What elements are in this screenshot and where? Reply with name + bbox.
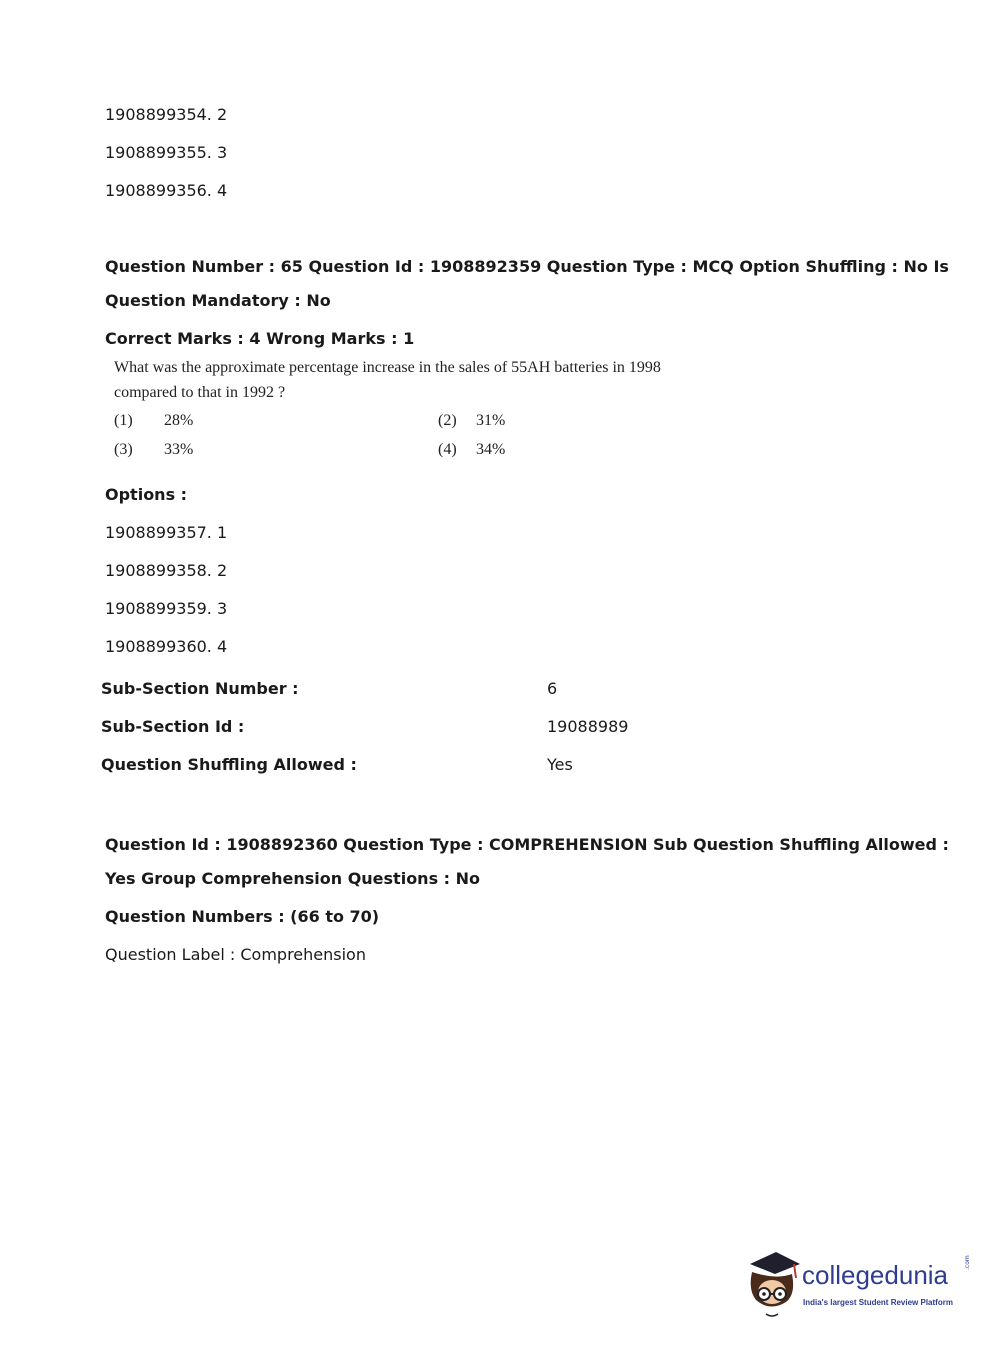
logo-wordmark: collegedunia: [802, 1260, 949, 1290]
prev-option-2: 1908899355. 3: [105, 143, 228, 162]
option-2: 1908899358. 2: [105, 561, 228, 580]
subsection-id-label: Sub-Section Id :: [101, 717, 245, 736]
choice-1-value: 28%: [164, 412, 194, 429]
question-shuffling-value: Yes: [547, 755, 573, 774]
choice-2-number: (2): [438, 412, 457, 429]
choice-2-value: 31%: [476, 412, 506, 429]
option-1: 1908899357. 1: [105, 523, 228, 542]
comprehension-group: Yes Group Comprehension Questions : No: [105, 869, 481, 888]
comprehension-label: Question Label : Comprehension: [105, 945, 366, 964]
question-header: Question Number : 65 Question Id : 1908892359 Question Type : MCQ Option Shuffling : No Is: [105, 257, 949, 276]
question-shuffling-label: Question Shuffling Allowed :: [101, 755, 357, 774]
subsection-number-value: 6: [547, 679, 558, 698]
choice-3-number: (3): [114, 441, 133, 458]
question-marks: Correct Marks : 4 Wrong Marks : 1: [105, 329, 415, 348]
prev-option-3: 1908899356. 4: [105, 181, 228, 200]
choice-1-number: (1): [114, 412, 133, 429]
choice-3-value: 33%: [164, 441, 194, 458]
collegedunia-logo: [742, 1250, 972, 1320]
comprehension-question-numbers: Question Numbers : (66 to 70): [105, 907, 380, 926]
question-text-line-1: What was the approximate percentage increase in the sales of 55AH batteries in 1998: [114, 359, 661, 376]
option-4: 1908899360. 4: [105, 637, 228, 656]
mascot-icon: [742, 1250, 804, 1320]
option-3: 1908899359. 3: [105, 599, 228, 618]
logo-tagline: India's largest Student Review Platform: [803, 1298, 953, 1307]
choice-4-value: 34%: [476, 441, 506, 458]
options-label: Options :: [105, 485, 188, 504]
subsection-id-value: 19088989: [547, 717, 629, 736]
subsection-number-label: Sub-Section Number :: [101, 679, 299, 698]
question-text-line-2: compared to that in 1992 ?: [114, 384, 286, 401]
prev-option-1: 1908899354. 2: [105, 105, 228, 124]
logo-domain-suffix: .com: [964, 1255, 971, 1270]
question-mandatory: Question Mandatory : No: [105, 291, 331, 310]
comprehension-header: Question Id : 1908892360 Question Type : COMPREHENSION Sub Question Shuffling Allowed :: [105, 835, 949, 854]
choice-4-number: (4): [438, 441, 457, 458]
